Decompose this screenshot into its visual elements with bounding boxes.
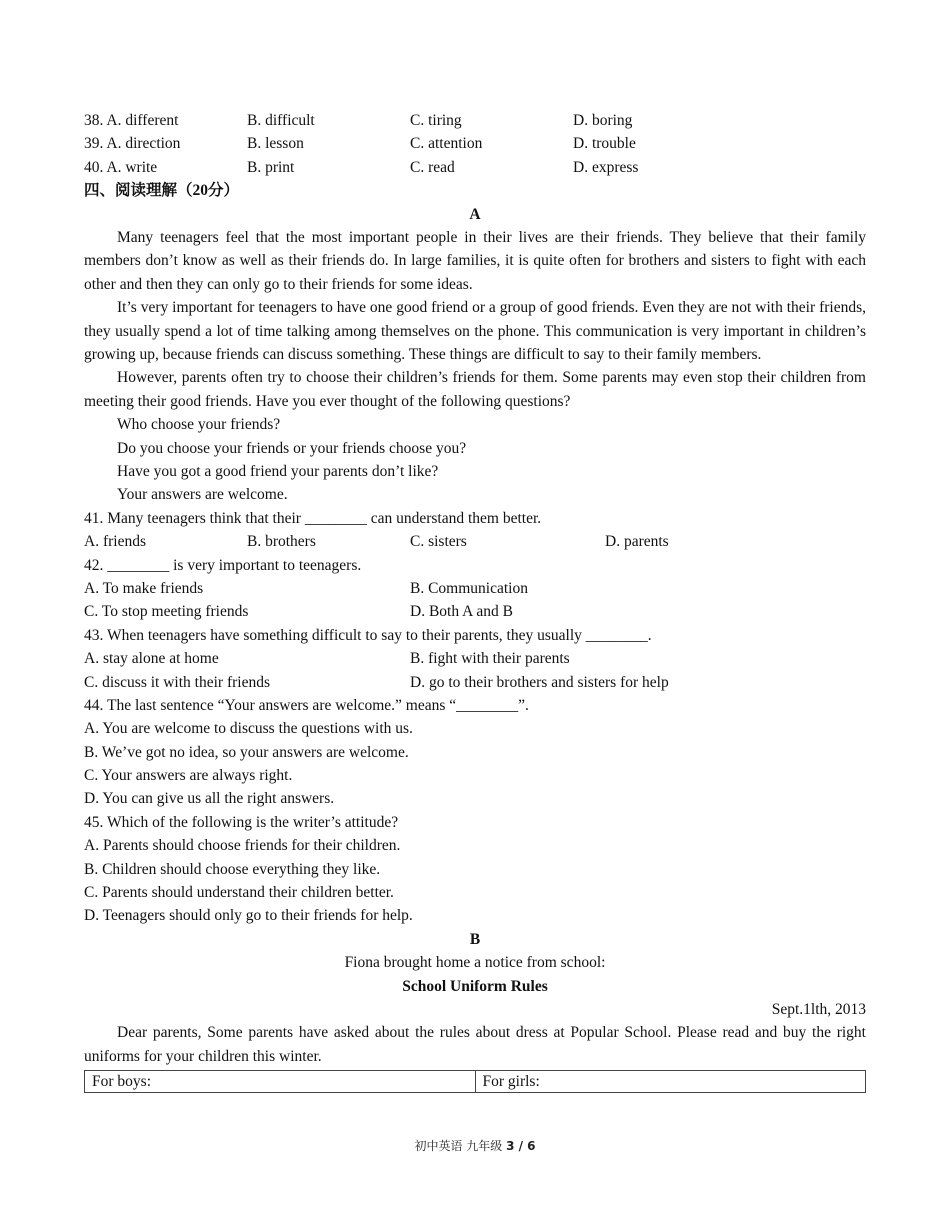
- option-d: D. express: [573, 158, 639, 176]
- passage-a-paragraph-3: However, parents often try to choose their children’s friends for them. Some parents may even stop their children from meeting their good friends. Have you ever thought of the following questions?: [84, 369, 866, 410]
- option-a: 40. A. write: [84, 158, 158, 176]
- passage-a-closing: Your answers are welcome.: [117, 486, 288, 504]
- boys-column-header: For boys:: [85, 1071, 476, 1093]
- option-b: B. lesson: [247, 135, 304, 153]
- question-45-option-d: D. Teenagers should only go to their friends for help.: [84, 907, 413, 925]
- question-42-options-row-1: [84, 577, 866, 600]
- exam-page: [84, 109, 866, 1093]
- option-c: C. discuss it with their friends: [84, 673, 270, 691]
- table-row: [85, 1071, 866, 1093]
- option-a: 38. A. different: [84, 112, 179, 129]
- option-d: D. Both A and B: [410, 603, 513, 621]
- passage-a-question-2: Do you choose your friends or your friends choose you?: [117, 439, 467, 457]
- uniform-rules-table: [84, 1070, 866, 1093]
- option-b: B. brothers: [247, 533, 316, 551]
- option-a: A. friends: [84, 533, 146, 551]
- option-c: C. read: [410, 158, 455, 176]
- option-c: C. To stop meeting friends: [84, 603, 249, 621]
- passage-a-title: A: [469, 205, 481, 223]
- question-38-options: [84, 109, 866, 132]
- page-footer: [0, 1137, 950, 1154]
- question-43-options-row-1: [84, 647, 866, 670]
- passage-a-paragraph-1: Many teenagers feel that the most important people in their lives are their friends. They believe that their family members don’t know as well as their friends do. In large families, it is quite often for brothers and sisters to fight with each other and then they can only go to their friends for some ideas.: [84, 228, 866, 293]
- question-45-option-a: A. Parents should choose friends for their children.: [84, 837, 401, 855]
- question-39-options: [84, 132, 866, 155]
- option-a: 39. A. direction: [84, 135, 181, 153]
- option-b: B. print: [247, 158, 295, 176]
- option-c: C. tiring: [410, 112, 462, 129]
- question-42-options-row-2: [84, 600, 866, 623]
- option-a: A. stay alone at home: [84, 650, 219, 668]
- notice-body: Dear parents, Some parents have asked about the rules about dress at Popular School. Please read and buy the right uniforms for your children this winter.: [84, 1024, 866, 1065]
- question-44-option-d: D. You can give us all the right answers.: [84, 790, 335, 808]
- option-c: C. sisters: [410, 533, 467, 551]
- question-45-option-c: C. Parents should understand their children better.: [84, 884, 394, 902]
- question-44-stem: 44. The last sentence “Your answers are welcome.” means “________”.: [84, 696, 529, 714]
- option-d: D. boring: [573, 112, 633, 129]
- girls-column-header: For girls:: [475, 1071, 866, 1093]
- page-number: 3 / 6: [506, 1139, 536, 1153]
- question-43-options-row-2: [84, 671, 866, 694]
- passage-a-question-1: Who choose your friends?: [117, 416, 281, 434]
- question-45-stem: 45. Which of the following is the writer’s attitude?: [84, 813, 399, 831]
- option-c: C. attention: [410, 135, 483, 153]
- option-b: B. Communication: [410, 579, 528, 597]
- passage-b-intro: Fiona brought home a notice from school:: [344, 954, 606, 972]
- section-heading: 四、阅读理解（20分）: [84, 182, 240, 200]
- option-a: A. To make friends: [84, 579, 204, 597]
- option-d: D. go to their brothers and sisters for help: [410, 673, 669, 691]
- footer-label: 初中英语 九年级: [414, 1139, 507, 1153]
- question-44-option-c: C. Your answers are always right.: [84, 767, 293, 785]
- option-d: D. trouble: [573, 135, 636, 153]
- question-43-stem: 43. When teenagers have something difficult to say to their parents, they usually ________.: [84, 626, 652, 644]
- notice-title: School Uniform Rules: [402, 977, 548, 995]
- question-44-option-b: B. We’ve got no idea, so your answers are welcome.: [84, 743, 409, 761]
- option-b: B. fight with their parents: [410, 650, 570, 668]
- question-42-stem: 42. ________ is very important to teenagers.: [84, 556, 362, 574]
- question-40-options: [84, 156, 866, 179]
- question-44-option-a: A. You are welcome to discuss the questions with us.: [84, 720, 413, 738]
- passage-b-title: B: [469, 930, 481, 948]
- option-d: D. parents: [605, 533, 669, 551]
- notice-date: Sept.1lth, 2013: [771, 1000, 866, 1018]
- passage-a-question-3: Have you got a good friend your parents don’t like?: [117, 462, 439, 480]
- question-41-options: [84, 530, 866, 553]
- question-45-option-b: B. Children should choose everything they like.: [84, 860, 381, 878]
- question-41-stem: 41. Many teenagers think that their ________ can understand them better.: [84, 509, 542, 527]
- passage-a-paragraph-2: It’s very important for teenagers to have one good friend or a group of good friends. Even they are not with their friends, they usually spend a lot of time talking among themselves on the phone. This communication is very important in children’s growing up, because friends can discuss something. These things are difficult to say to their family members.: [84, 299, 866, 363]
- option-b: B. difficult: [247, 112, 315, 129]
